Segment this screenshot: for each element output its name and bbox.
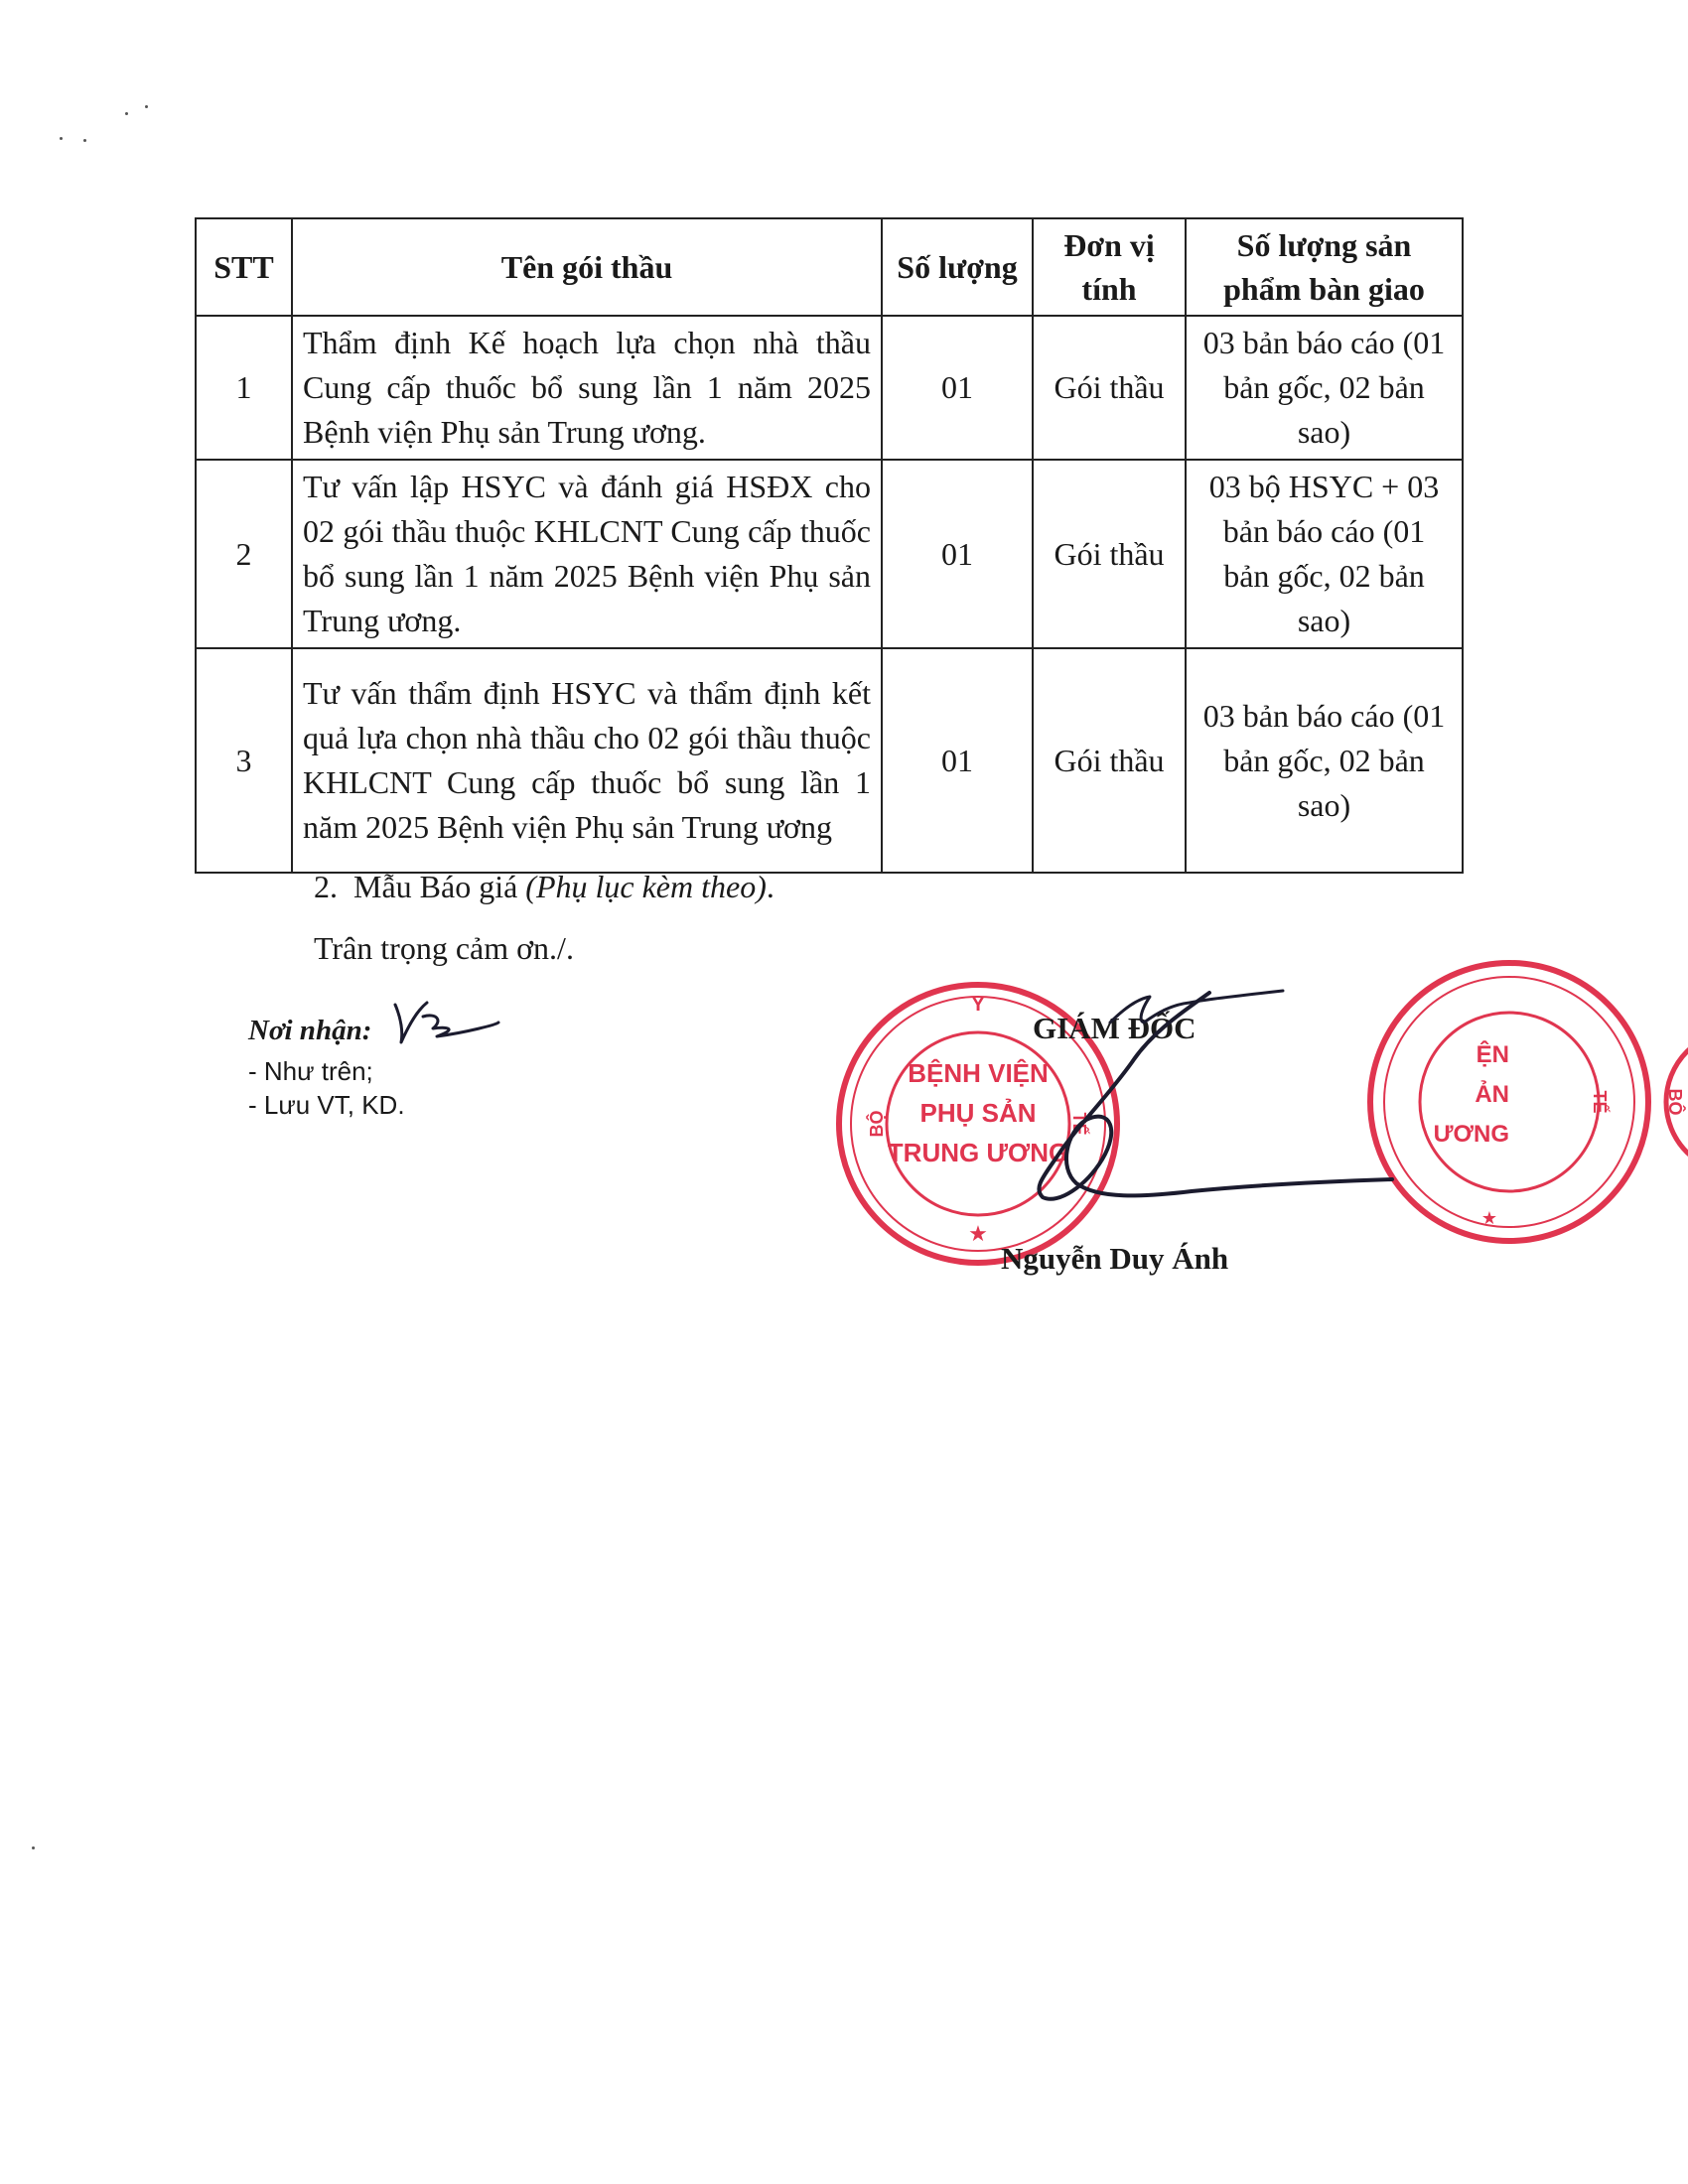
table-row [196, 316, 1463, 460]
header-unit: Đơn vị tính [1033, 218, 1186, 316]
signer-title: GIÁM ĐỐC [1033, 1011, 1196, 1045]
cell-package-name: Tư vấn thẩm định HSYC và thẩm định kết quả lựa chọn nhà thầu cho 02 gói thầu thuộc KHLCNT Cung cấp thuốc bổ sung lần 1 năm 2025 Bệnh viện Phụ sản Trung ương [292, 648, 882, 873]
cell-unit: Gói thầu [1033, 460, 1186, 648]
cell-deliverables: 03 bản báo cáo (01 bản gốc, 02 bản sao) [1186, 316, 1463, 460]
cell-deliverables: 03 bộ HSYC + 03 bản báo cáo (01 bản gốc, 02 bản sao) [1186, 460, 1463, 648]
header-deliverables: Số lượng sản phẩm bàn giao [1186, 218, 1463, 316]
recipient-item: - Lưu VT, KD. [248, 1090, 405, 1120]
seal-line-2: PHỤ SẢN [919, 1098, 1037, 1128]
table-row [196, 648, 1463, 873]
item-2-end: . [766, 869, 774, 904]
cell-quantity: 01 [882, 316, 1033, 460]
cell-package-name: Tư vấn lập HSYC và đánh giá HSĐX cho 02 gói thầu thuộc KHLCNT Cung cấp thuốc bổ sung lần 1 năm 2025 Bệnh viện Phụ sản Trung ương. [292, 460, 882, 648]
seal-right-text: TẾ [1069, 1112, 1089, 1136]
item-2-paragraph [314, 869, 774, 905]
partial-seal-line-3: ƯƠNG [1433, 1121, 1509, 1148]
cell-quantity: 01 [882, 648, 1033, 873]
recipients-title: Nơi nhận: [248, 1015, 372, 1046]
signer-name: Nguyễn Duy Ánh [1001, 1241, 1229, 1276]
table-header-row [196, 218, 1463, 316]
item-2-text: Mẫu Báo giá [353, 869, 526, 904]
seal-line-1: BỆNH VIỆN [908, 1058, 1049, 1088]
cell-unit: Gói thầu [1033, 316, 1186, 460]
seal-line-3: TRUNG ƯƠNG [887, 1138, 1069, 1167]
initials-mark [395, 1003, 498, 1042]
recipient-item: - Như trên; [248, 1056, 373, 1086]
cell-quantity: 01 [882, 460, 1033, 648]
cell-unit: Gói thầu [1033, 648, 1186, 873]
header-stt: STT [196, 218, 292, 316]
partial-seal-right-text: TẾ [1590, 1090, 1610, 1114]
table-row [196, 460, 1463, 648]
closing-line: Trân trọng cảm ơn./. [314, 930, 574, 966]
partial-seal-far-text: BỘ [1665, 1088, 1685, 1116]
package-table [195, 217, 1464, 874]
seal-star-icon: ★ [968, 1221, 988, 1246]
cell-stt: 2 [196, 460, 292, 648]
partial-seal-line-1: ỆN [1476, 1041, 1509, 1068]
header-package-name: Tên gói thầu [292, 218, 882, 316]
cell-deliverables: 03 bản báo cáo (01 bản gốc, 02 bản sao) [1186, 648, 1463, 873]
cell-package-name: Thẩm định Kế hoạch lựa chọn nhà thầu Cung cấp thuốc bổ sung lần 1 năm 2025 Bệnh viện Phụ sản Trung ương. [292, 316, 882, 460]
cell-stt: 1 [196, 316, 292, 460]
seal-left-text: BỘ [867, 1110, 887, 1138]
partial-seal-star-icon: ★ [1480, 1208, 1498, 1228]
item-2-italic: (Phụ lục kèm theo) [525, 869, 767, 904]
header-quantity: Số lượng [882, 218, 1033, 316]
partial-seal-line-2: ẢN [1475, 1081, 1509, 1108]
cell-stt: 3 [196, 648, 292, 873]
item-2-number: 2. [314, 869, 338, 904]
partial-seal [1433, 948, 1688, 1256]
seal-top-letter: Y [971, 994, 985, 1016]
